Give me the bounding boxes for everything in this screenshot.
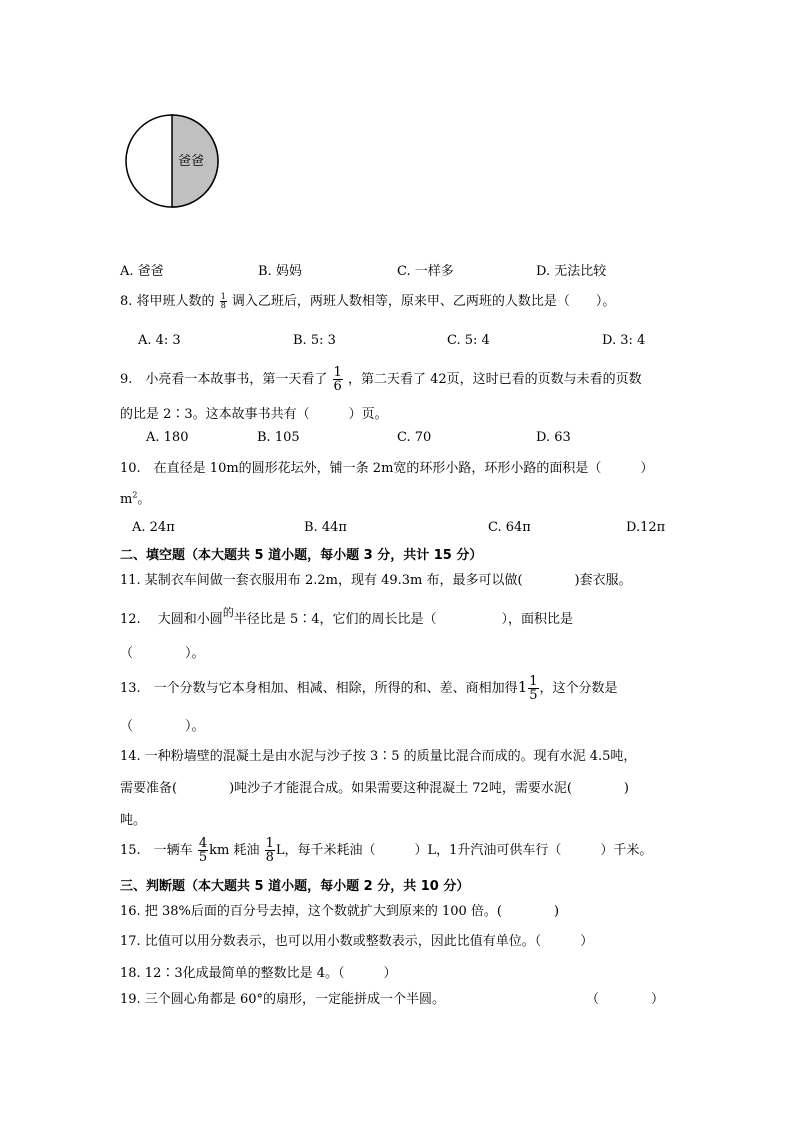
q10-option-b: B. 44π [304,520,347,535]
q19-stem: 19. 三个圆心角都是 60°的扇形，一定能拼成一个半圆。 [120,992,445,1007]
q9-option-d: D. 63 [536,430,571,445]
q10-unit: $m^2$。 [120,490,151,507]
q8-option-a: A. 4: 3 [138,333,181,348]
q13-stem-line2: （ ）。 [120,719,205,734]
q7-option-a: A. 爸爸 [120,264,164,279]
q11-stem: 11. 某制衣车间做一套衣服用布 2.2m，现有 49.3m 布，最多可以做( )套衣服。 [120,573,632,588]
q7-option-b-text: . 妈妈 [267,264,302,279]
pie-label: 爸爸 [177,154,205,169]
section-2-heading: 二、填空题（本大题共 5 道小题，每小题 3 分，共计 15 分） [120,548,483,563]
q12-stem: 12. 大圆和小圆$^的$半径比是 5∶4，它们的周长比是（ ），面积比是 [120,606,573,627]
q18-stem: 18. 12∶3化成最简单的整数比是 4。（ ） [120,966,397,981]
q7-option-d: D. 无法比较 [536,264,607,279]
q7-option-c: C. 一样多 [397,264,454,279]
q15-stem: 15. 一辆车 $\frac{4}{5}$ km 耗油 $\frac{1}{8}$ L，每千米耗油（ ）L，1升汽油可供车行（ ）千米。 [120,836,653,865]
q9-stem-line2: 的比是 2∶3。这本故事书共有（ ）页。 [120,407,388,422]
section-3-heading: 三、判断题（本大题共 5 道小题，每小题 2 分，共 10 分） [120,879,470,894]
q16-stem: 16. 把 38%后面的百分号去掉，这个数就扩大到原来的 100 倍。( ) [120,904,560,919]
q15-fraction-1: $\frac{4}{5}$ [198,836,208,865]
q10-option-d: D.12π [626,520,666,535]
q14-line3: 吨。 [120,813,147,828]
q8-option-c: C. 5: 4 [447,333,490,348]
q12-stem-line2: （ ）。 [120,646,205,661]
q14-line2: 需要准备( )吨沙子才能混合成。如果需要这种混凝土 72吨，需要水泥( ) [120,781,629,796]
pie-chart [120,110,224,214]
q10-option-a: A. 24π [132,520,175,535]
q8-option-d: D. 3: 4 [602,333,646,348]
q8-option-b: B. 5: 3 [293,333,336,348]
q15-fraction-2: $\frac{1}{8}$ [265,836,274,865]
q10-stem: 10. 在直径是 10m的圆形花坛外，铺一条 2m宽的环形小路，环形小路的面积是（ ） [120,461,654,476]
q13-fraction: $\frac{1}{5}$ [529,674,538,703]
q7-option-b [258,260,302,279]
q19-answer-paren: （ ） [586,992,665,1007]
q9-option-b: B. 105 [257,430,300,445]
q14-line1: 14. 一种粉墙壁的混凝土是由水泥与沙子按 3∶5 的质量比混合而成的。现有水泥 4.5吨， [120,749,637,764]
q17-stem: 17. 比值可以用分数表示，也可以用小数或整数表示，因此比值有单位。（ ） [120,934,594,949]
q9-option-a: A. 180 [146,430,189,445]
q10-option-c: C. 64π [488,520,531,535]
q9-option-c: C. 70 [397,430,432,445]
q13-stem: 13. 一个分数与它本身相加、相减、相除，所得的和、差、商相加得1 $\frac{1}{5}$ ，这个分数是 [120,674,618,703]
q9-fraction: $\frac{1}{6}$ [333,365,342,394]
q9-stem: 9. 小亮看一本故事书，第一天看了 $\frac{1}{6}$ ，第二天看了 42页，这时已看的页数与未看的页数 [120,365,642,394]
q8-stem: 8. 将甲班人数的 $\frac{1}{8}$ 调入乙班后，两班人数相等，原来甲、乙两班的人数比是（ ）。 [120,292,616,310]
q7-option-b-letter: B [258,264,268,279]
q8-fraction: $\frac{1}{8}$ [220,292,226,310]
